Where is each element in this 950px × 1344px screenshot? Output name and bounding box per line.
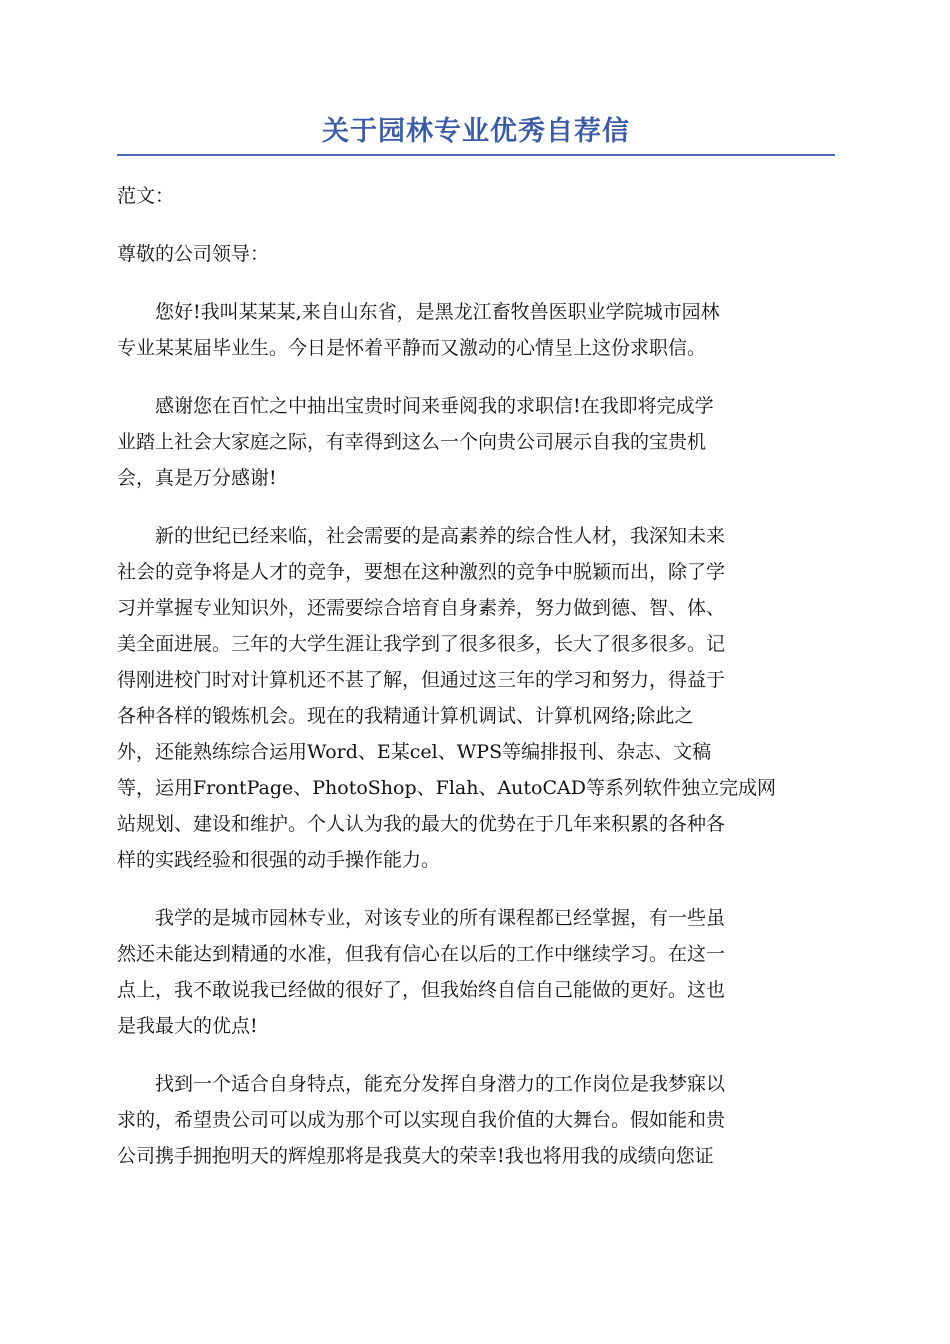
- paragraph-line: 感谢您在百忙之中抽出宝贵时间来垂阅我的求职信!在我即将完成学: [155, 395, 714, 417]
- paragraph-greeting: [117, 294, 835, 366]
- paragraph-line: 公司携手拥抱明天的辉煌那将是我莫大的荣幸!我也将用我的成绩向您证: [117, 1145, 714, 1167]
- paragraph-line: 美全面进展。三年的大学生涯让我学到了很多很多，长大了很多很多。记: [117, 633, 726, 655]
- document-title: 关于园林专业优秀自荐信: [322, 116, 630, 147]
- paragraph-line: 样的实践经验和很强的动手操作能力。: [117, 849, 441, 871]
- paragraph-line: 新的世纪已经来临，社会需要的是高素养的综合性人材，我深知未来: [155, 525, 726, 547]
- paragraph-line: 会，真是万分感谢!: [117, 467, 277, 489]
- paragraph-line: 点上，我不敢说我已经做的很好了，但我始终自信自己能做的更好。这也: [117, 979, 726, 1001]
- paragraph-line: 各种各样的锻炼机会。现在的我精通计算机调试、计算机网络;除此之: [117, 705, 694, 727]
- title-underline: [117, 154, 835, 156]
- document-page: [117, 112, 835, 1174]
- paragraph-line: 求的，希望贵公司可以成为那个可以实现自我价值的大舞台。假如能和贵: [117, 1109, 726, 1131]
- sample-label: 范文：: [117, 185, 175, 207]
- paragraph-line: 专业某某届毕业生。今日是怀着平静而又激动的心情呈上这份求职信。: [117, 337, 707, 359]
- spacer: [117, 272, 835, 294]
- spacer: [117, 366, 835, 388]
- spacer: [117, 878, 835, 900]
- salutation: 尊敬的公司领导：: [117, 243, 270, 265]
- paragraph-skills: [117, 518, 835, 878]
- paragraph-goal: [117, 1066, 835, 1174]
- paragraph-line: 得刚进校门时对计算机还不甚了解，但通过这三年的学习和努力，得益于: [117, 669, 726, 691]
- paragraph-line: 外，还能熟练综合运用Word、E某cel、WPS等编排报刊、杂志、文稿: [117, 741, 712, 763]
- paragraph-line: 习并掌握专业知识外，还需要综合培育自身素养，努力做到德、智、体、: [117, 597, 726, 619]
- spacer: [117, 496, 835, 518]
- paragraph-thanks: [117, 388, 835, 496]
- paragraph-line: 您好!我叫某某某,来自山东省，是黑龙江畜牧兽医职业学院城市园林: [155, 301, 720, 323]
- paragraph-line: 站规划、建设和维护。个人认为我的最大的优势在于几年来积累的各种各: [117, 813, 726, 835]
- paragraph-line: 然还未能达到精通的水准，但我有信心在以后的工作中继续学习。在这一: [117, 943, 726, 965]
- spacer: [117, 1044, 835, 1066]
- paragraph-line: 社会的竞争将是人才的竞争，要想在这种激烈的竞争中脱颖而出，除了学: [117, 561, 726, 583]
- paragraph-line: 业踏上社会大家庭之际，有幸得到这么一个向贵公司展示自我的宝贵机: [117, 431, 707, 453]
- paragraph-line: 等，运用FrontPage、PhotoShop、Flah、AutoCAD等系列软件独立完成网: [117, 777, 776, 799]
- paragraph-line: 是我最大的优点!: [117, 1015, 258, 1037]
- paragraph-line: 我学的是城市园林专业，对该专业的所有课程都已经掌握，有一些虽: [155, 907, 726, 929]
- paragraph-major: [117, 900, 835, 1044]
- paragraph-line: 找到一个适合自身特点，能充分发挥自身潜力的工作岗位是我梦寐以: [155, 1073, 726, 1095]
- spacer: [117, 214, 835, 236]
